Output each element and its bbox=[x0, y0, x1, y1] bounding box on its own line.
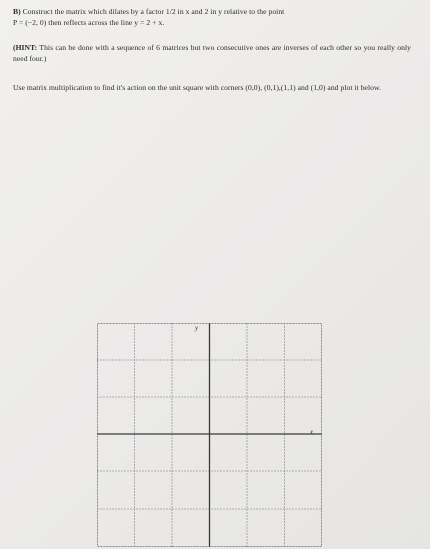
hint-label: (HINT: bbox=[13, 43, 38, 52]
hint-text: This can be done with a sequence of 6 matrices but two consecutive ones are inverses of each other so you really only need four.) bbox=[13, 43, 412, 63]
x-axis-label: x bbox=[310, 428, 314, 436]
coordinate-grid bbox=[97, 323, 322, 547]
part-label: B) bbox=[13, 7, 21, 16]
problem-statement bbox=[13, 7, 411, 28]
y-axis-label: y bbox=[195, 324, 199, 332]
instruction-text: Use matrix multiplication to find it's action on the unit square with corners (0,0), (0,1),(1,1) and (1,0) and plot it below. bbox=[13, 83, 381, 92]
instruction-paragraph bbox=[13, 83, 411, 94]
hint-paragraph bbox=[13, 43, 411, 64]
statement-line-1: Construct the matrix which dilates by a factor 1/2 in x and 2 in y relative to the point bbox=[22, 7, 285, 16]
grid-svg bbox=[97, 323, 322, 547]
statement-line-2: P = (−2, 0) then reflects across the line y = 2 + x. bbox=[13, 17, 165, 27]
